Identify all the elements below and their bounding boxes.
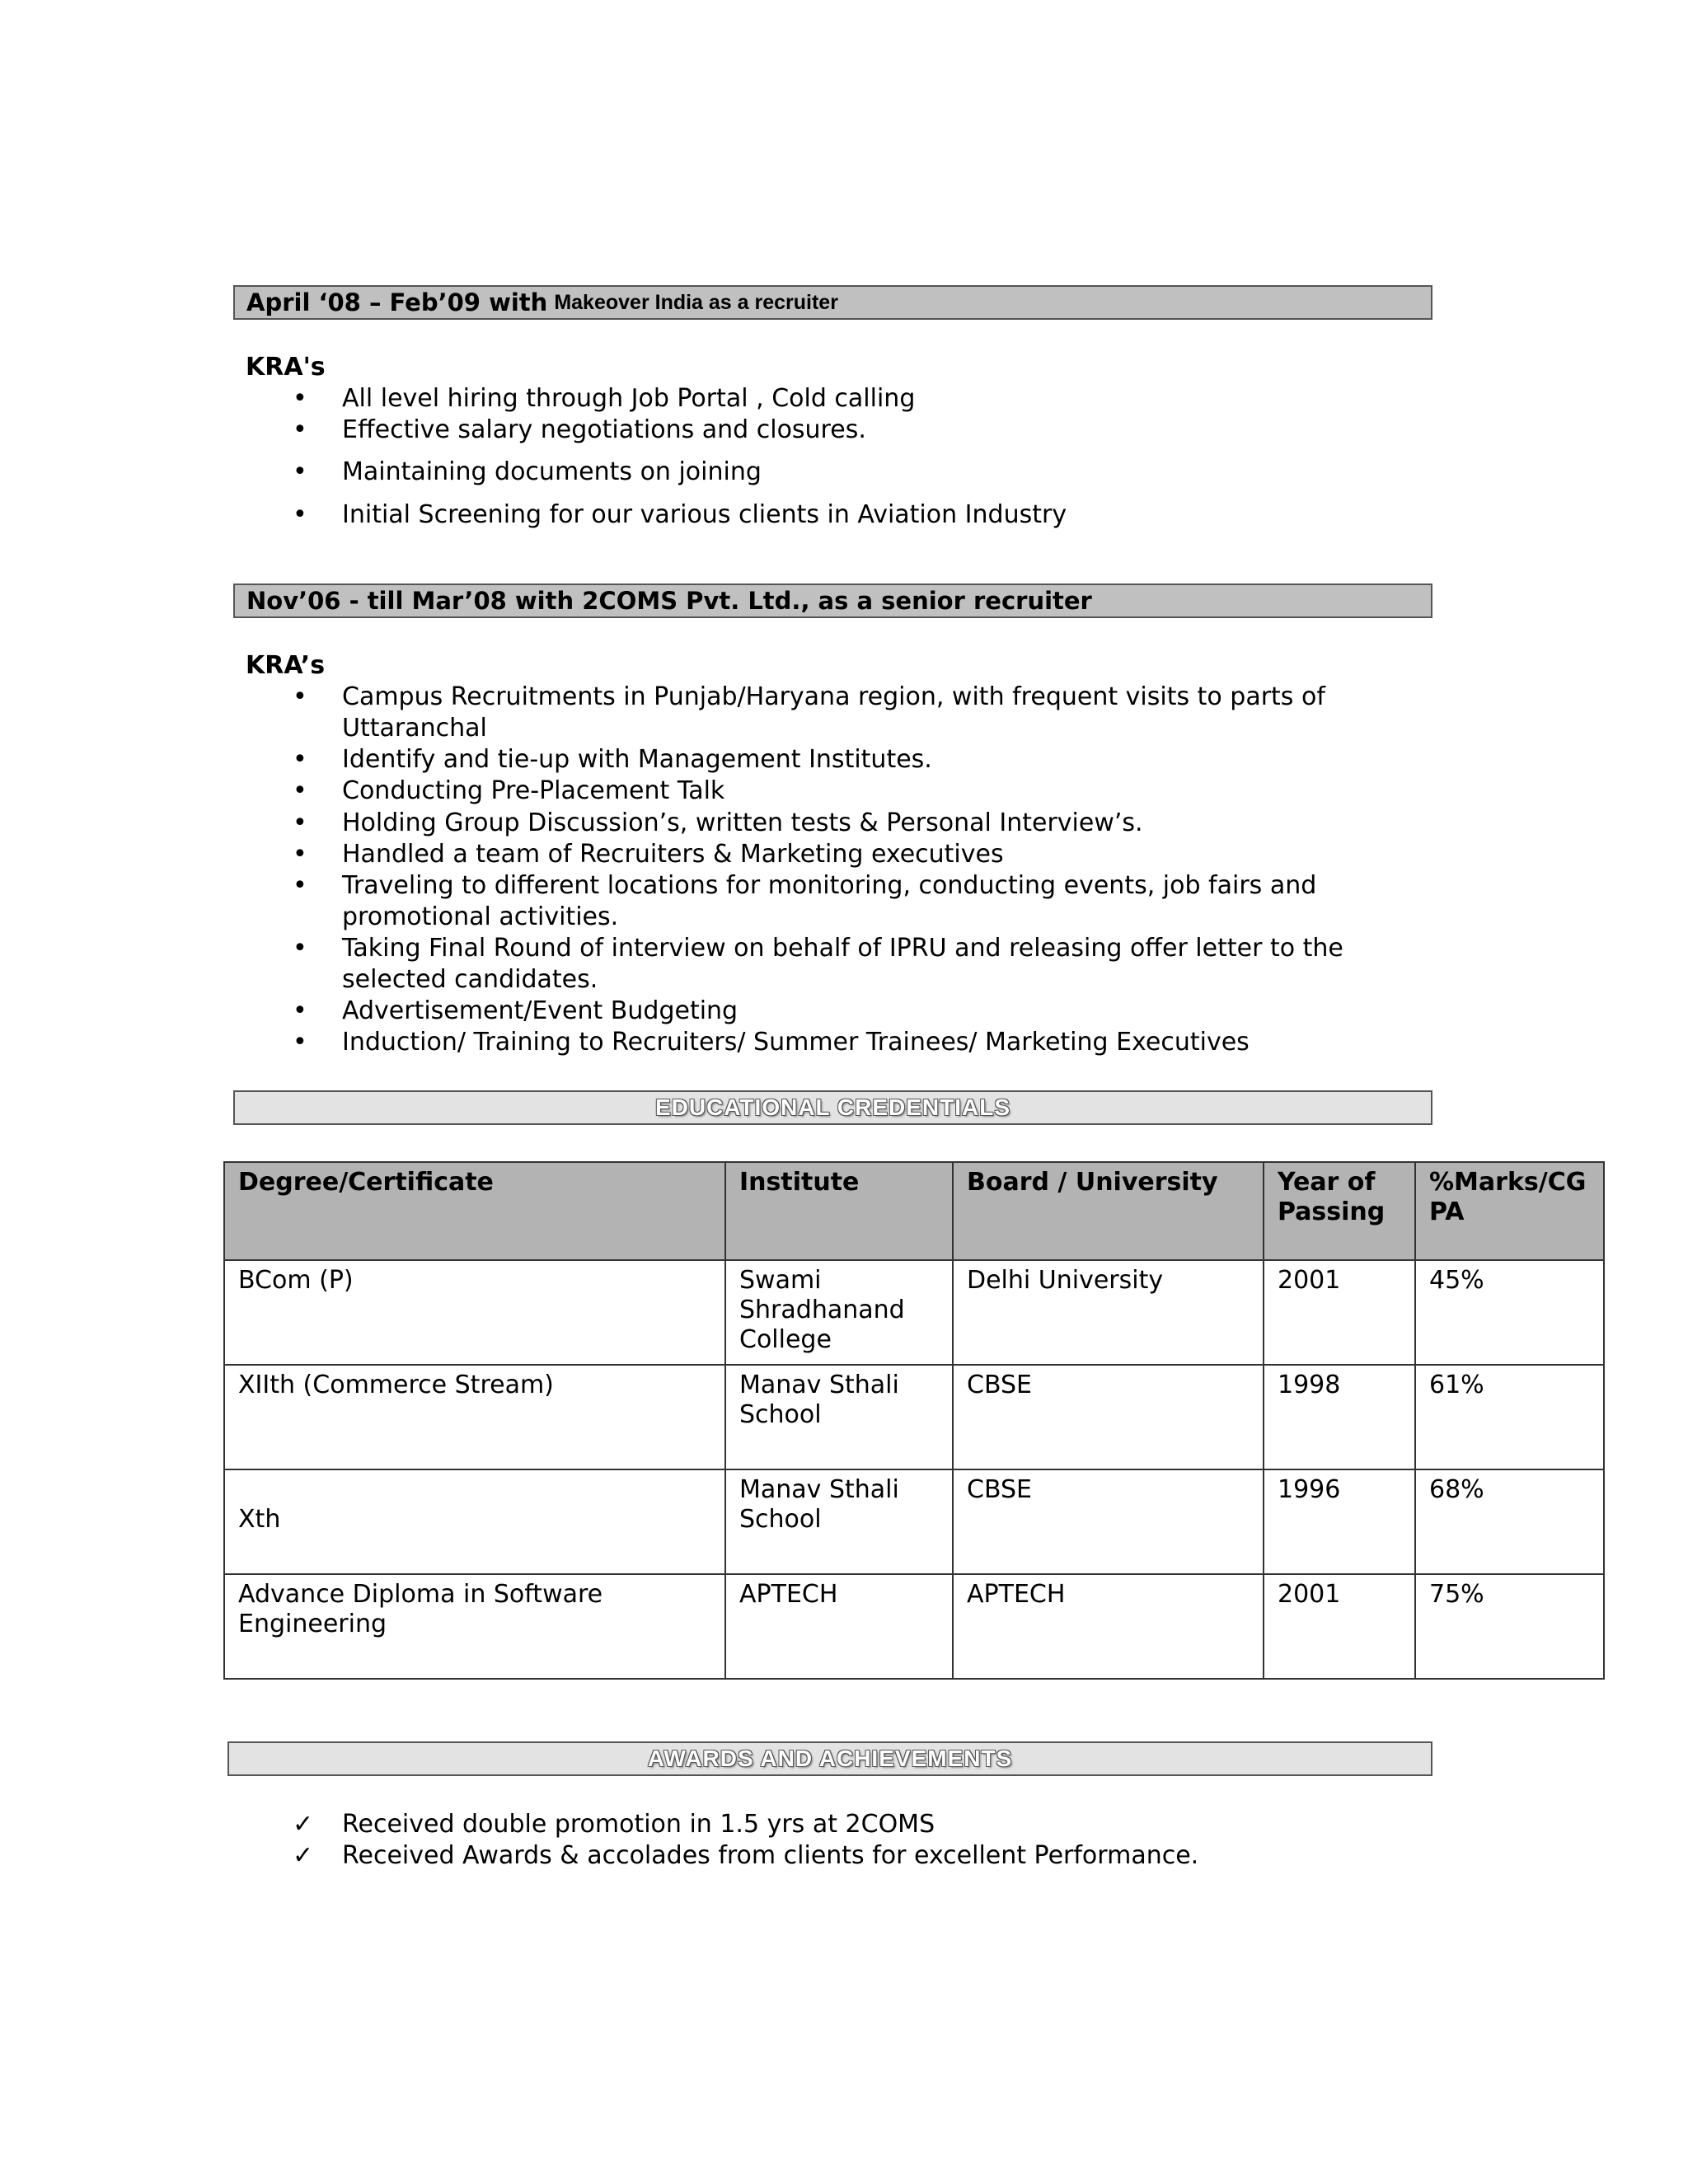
table-cell: 61%: [1415, 1365, 1604, 1469]
table-cell: 1996: [1264, 1469, 1415, 1574]
job2-kra-title: KRA’s: [246, 651, 326, 680]
table-cell: APTECH: [953, 1574, 1264, 1679]
job1-header: [233, 285, 1432, 320]
job2-header-text: Nov’06 - till Mar’08 with 2COMS Pvt. Ltd., as a senior recruiter: [246, 587, 1092, 615]
column-header: Degree/Certificate: [224, 1162, 725, 1260]
table-header-row: [224, 1162, 1604, 1260]
bullet-icon: •: [293, 776, 307, 805]
bullet-icon: •: [293, 871, 307, 900]
column-header: Board / University: [953, 1162, 1264, 1260]
table-row: [224, 1365, 1604, 1469]
table-row: [224, 1469, 1604, 1574]
list-item: • Conducting Pre-Placement Talk: [293, 776, 725, 805]
education-heading: EDUCATIONAL CREDENTIALS: [233, 1090, 1432, 1125]
list-item: ✓ Received double promotion in 1.5 yrs at 2COMS: [293, 1810, 935, 1839]
table-cell: XIIth (Commerce Stream): [224, 1365, 725, 1469]
list-item: • All level hiring through Job Portal , Cold calling: [293, 384, 916, 413]
bullet-icon: •: [293, 384, 307, 413]
list-item: ✓ Received Awards & accolades from clients for excellent Performance.: [293, 1841, 1199, 1870]
table-cell: Manav Sthali School: [725, 1469, 953, 1574]
table-cell: 45%: [1415, 1260, 1604, 1365]
table-cell: Advance Diploma in Software Engineering: [224, 1574, 725, 1679]
list-item: • Induction/ Training to Recruiters/ Summer Trainees/ Marketing Executives: [293, 1028, 1250, 1057]
table-cell: BCom (P): [224, 1260, 725, 1365]
job2-header: [233, 583, 1432, 618]
checkmark-icon: ✓: [293, 1841, 314, 1870]
list-item: • Handled a team of Recruiters & Marketing executives: [293, 840, 1004, 869]
list-item: • Traveling to different locations for monitoring, conducting events, job fairs and promotional activities.: [293, 871, 1317, 931]
table-cell: 68%: [1415, 1469, 1604, 1574]
table-cell: 2001: [1264, 1574, 1415, 1679]
job1-kra-title: KRA's: [246, 353, 326, 382]
table-cell: CBSE: [953, 1469, 1264, 1574]
bullet-icon: •: [293, 996, 307, 1025]
table-cell: 75%: [1415, 1574, 1604, 1679]
column-header: %Marks/CGPA: [1415, 1162, 1604, 1260]
bullet-icon: •: [293, 500, 307, 529]
list-item: • Identify and tie-up with Management Institutes.: [293, 745, 932, 774]
table-row: [224, 1574, 1604, 1679]
table-cell: Xth: [224, 1469, 725, 1574]
job1-header-period: April ‘08 – Feb’09 with: [246, 288, 548, 316]
bullet-icon: •: [293, 934, 307, 963]
column-header: Year of Passing: [1264, 1162, 1415, 1260]
table-cell: Swami Shradhanand College: [725, 1260, 953, 1365]
column-header: Institute: [725, 1162, 953, 1260]
bullet-icon: •: [293, 1028, 307, 1057]
list-item: • Advertisement/Event Budgeting: [293, 996, 738, 1025]
job1-header-role: Makeover India as a recruiter: [554, 290, 838, 314]
table-cell: 2001: [1264, 1260, 1415, 1365]
bullet-icon: •: [293, 745, 307, 774]
table-cell: Manav Sthali School: [725, 1365, 953, 1469]
bullet-icon: •: [293, 682, 307, 711]
table-cell: APTECH: [725, 1574, 953, 1679]
table-cell: 1998: [1264, 1365, 1415, 1469]
bullet-icon: •: [293, 457, 307, 486]
list-item: • Effective salary negotiations and closures.: [293, 415, 866, 444]
list-item: • Campus Recruitments in Punjab/Haryana region, with frequent visits to parts of Uttaranchal: [293, 682, 1325, 743]
bullet-icon: •: [293, 415, 307, 444]
bullet-icon: •: [293, 808, 307, 837]
bullet-icon: •: [293, 840, 307, 869]
list-item: • Initial Screening for our various clients in Aviation Industry: [293, 500, 1067, 529]
list-item: • Maintaining documents on joining: [293, 457, 762, 486]
table-row: [224, 1260, 1604, 1365]
list-item: • Taking Final Round of interview on behalf of IPRU and releasing offer letter to the selected candidates.: [293, 934, 1343, 994]
list-item: • Holding Group Discussion’s, written tests & Personal Interview’s.: [293, 808, 1143, 837]
table-cell: CBSE: [953, 1365, 1264, 1469]
checkmark-icon: ✓: [293, 1810, 314, 1839]
table-cell: Delhi University: [953, 1260, 1264, 1365]
awards-heading: AWARDS AND ACHIEVEMENTS: [227, 1741, 1432, 1776]
education-table: [223, 1161, 1605, 1680]
